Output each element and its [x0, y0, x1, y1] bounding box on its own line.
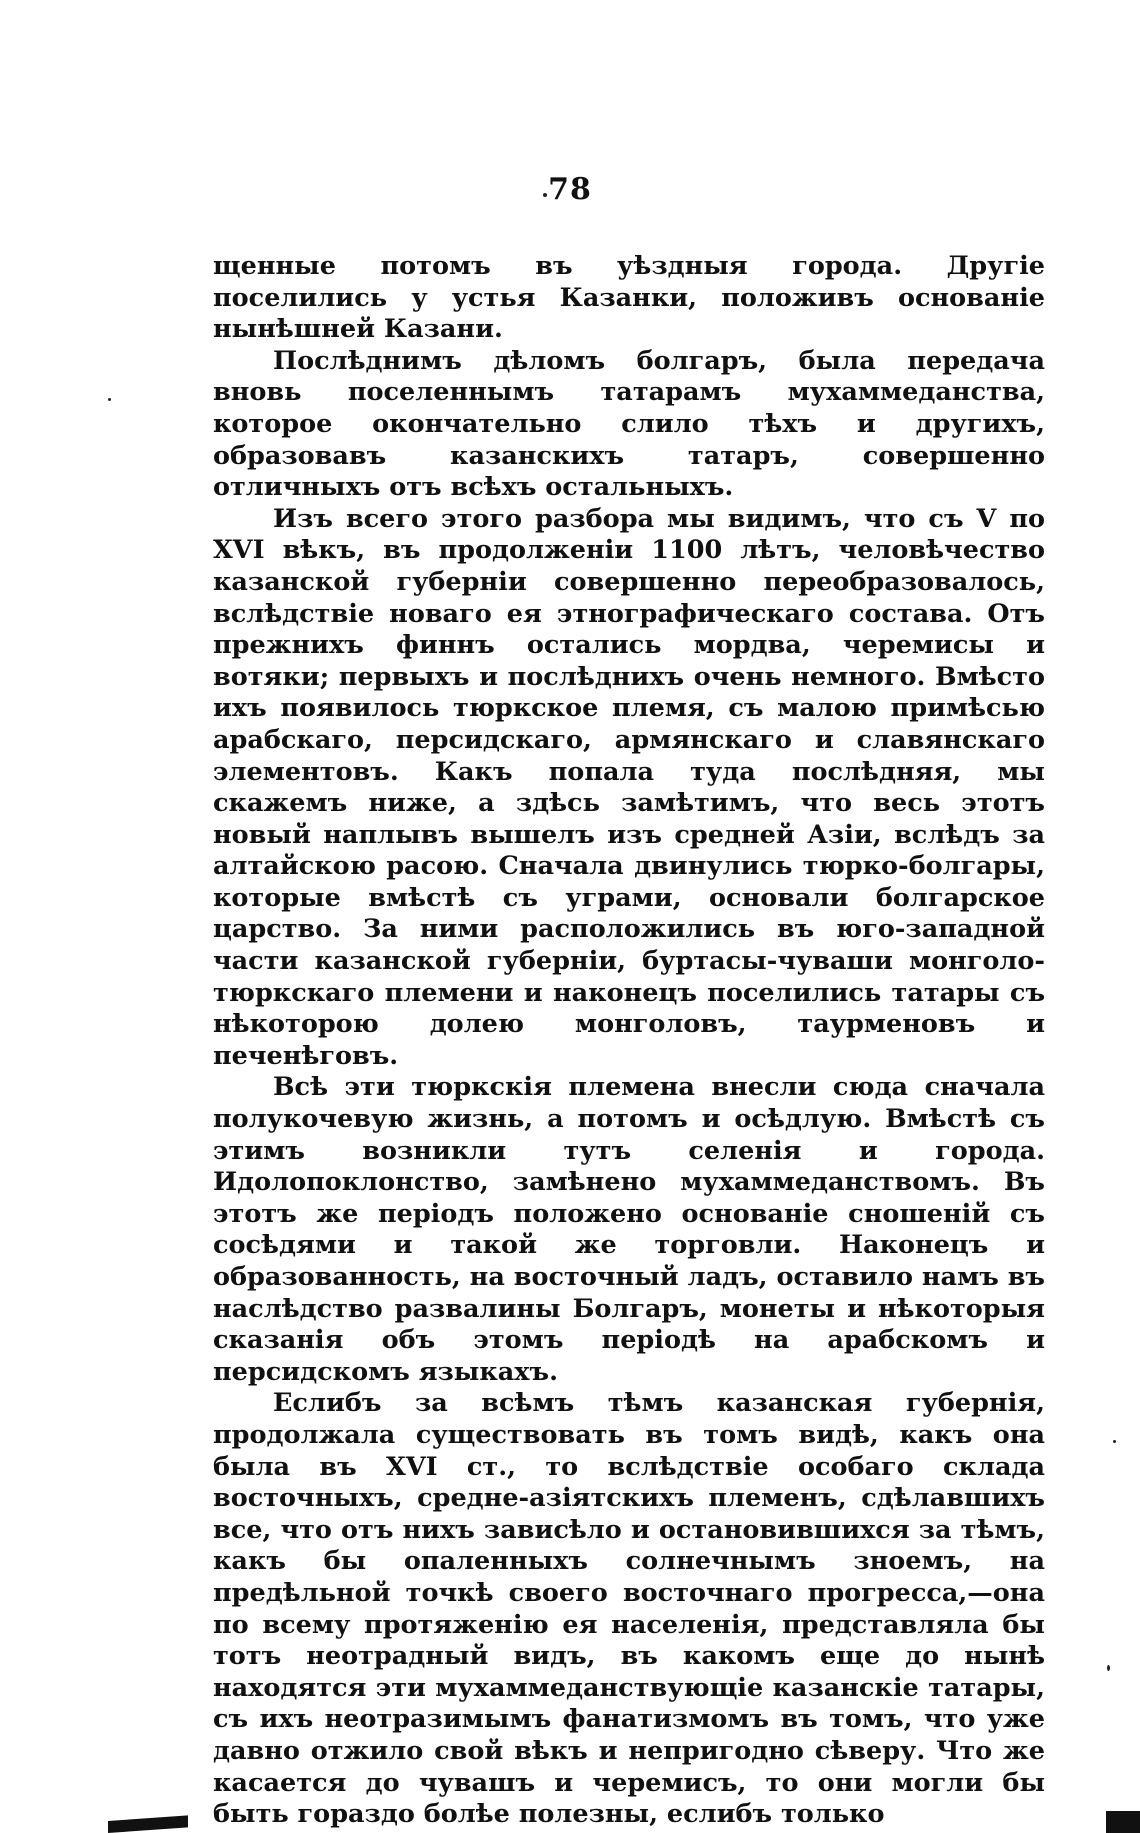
- page-number: 78: [548, 172, 592, 207]
- body-text: [213, 251, 1045, 1831]
- paragraph: Послѣднимъ дѣломъ болгаръ, была передача вновь поселеннымъ татарамъ мухаммеданства, которое окончательно слило тѣхъ и другихъ, образовавъ казанскихъ татаръ, совершенно отличныхъ отъ всѣхъ остальныхъ.: [213, 345, 1045, 503]
- scan-speck: [1113, 1440, 1116, 1443]
- paragraph-continuation: щенные потомъ въ уѣздныя города. Другіе поселились у устья Казанки, положивъ основаніе нынѣшней Казани.: [213, 251, 1045, 345]
- paragraph: Изъ всего этого разбора мы видимъ, что съ V по XVI вѣкъ, въ продолженіи 1100 лѣтъ, человѣчество казанской губерніи совершенно переобразовалось, вслѣдствіе новаго ея этнографическаго состава. Отъ прежнихъ финнъ остались мордва, черемисы и вотяки; первыхъ и послѣднихъ очень немного. Вмѣсто ихъ появилось тюркское племя, съ малою примѣсью арабскаго, персидскаго, армянскаго и славянскаго элементовъ. Какъ попала туда послѣдняя, мы скажемъ ниже, а здѣсь замѣтимъ, что весь этотъ новый наплывъ вышелъ изъ средней Азіи, вслѣдъ за алтайскою расою. Сначала двинулись тюрко-болгары, которые вмѣстѣ съ уграми, основали болгарское царство. За ними расположились въ юго-западной части казанской губерніи, буртасы-чуваши монголо-тюркскаго племени и наконецъ поселились татары съ нѣкоторою долею монголовъ, таурменовъ и печенѣговъ.: [213, 503, 1045, 1071]
- scan-edge-mark: [108, 1815, 188, 1833]
- scan-edge-mark: [1106, 1811, 1140, 1833]
- paragraph: Еслибъ за всѣмъ тѣмъ казанская губернія, продолжала существовать въ томъ видѣ, какъ она была въ XVI ст., то вслѣдствіе особаго склада восточныхъ, средне-азіятскихъ племенъ, сдѣлавшихъ все, что отъ нихъ зависѣло и остановившихся за тѣмъ, какъ бы опаленныхъ солнечнымъ зноемъ, на предѣльной точкѣ своего восточнаго прогресса,—она по всему протяженію ея населенія, представляла бы тотъ неотрадный видъ, въ какомъ еще до нынѣ находятся эти мухаммеданствующіе казанскіе татары, съ ихъ неотразимымъ фанатизмомъ въ томъ, что уже давно отжило свой вѣкъ и непригодно сѣверу. Что же касается до чувашъ и черемисъ, то они могли бы быть гораздо болѣе полезны, еслибъ только: [213, 1388, 1045, 1830]
- scan-speck: [1107, 1665, 1110, 1671]
- scan-speck: [108, 398, 111, 401]
- paragraph: Всѣ эти тюркскія племена внесли сюда сначала полукочевую жизнь, а потомъ и осѣдлую. Вмѣстѣ съ этимъ возникли тутъ селенія и города. Идолопоклонство, замѣнено мухаммеданствомъ. Въ этотъ же періодъ положено основаніе сношеній съ сосѣдями и такой же торговли. Наконецъ и образованность, на восточный ладъ, оставило намъ въ наслѣдство развалины Болгаръ, монеты и нѣкоторыя сказанія объ этомъ періодѣ на арабскомъ и персидскомъ языкахъ.: [213, 1072, 1045, 1387]
